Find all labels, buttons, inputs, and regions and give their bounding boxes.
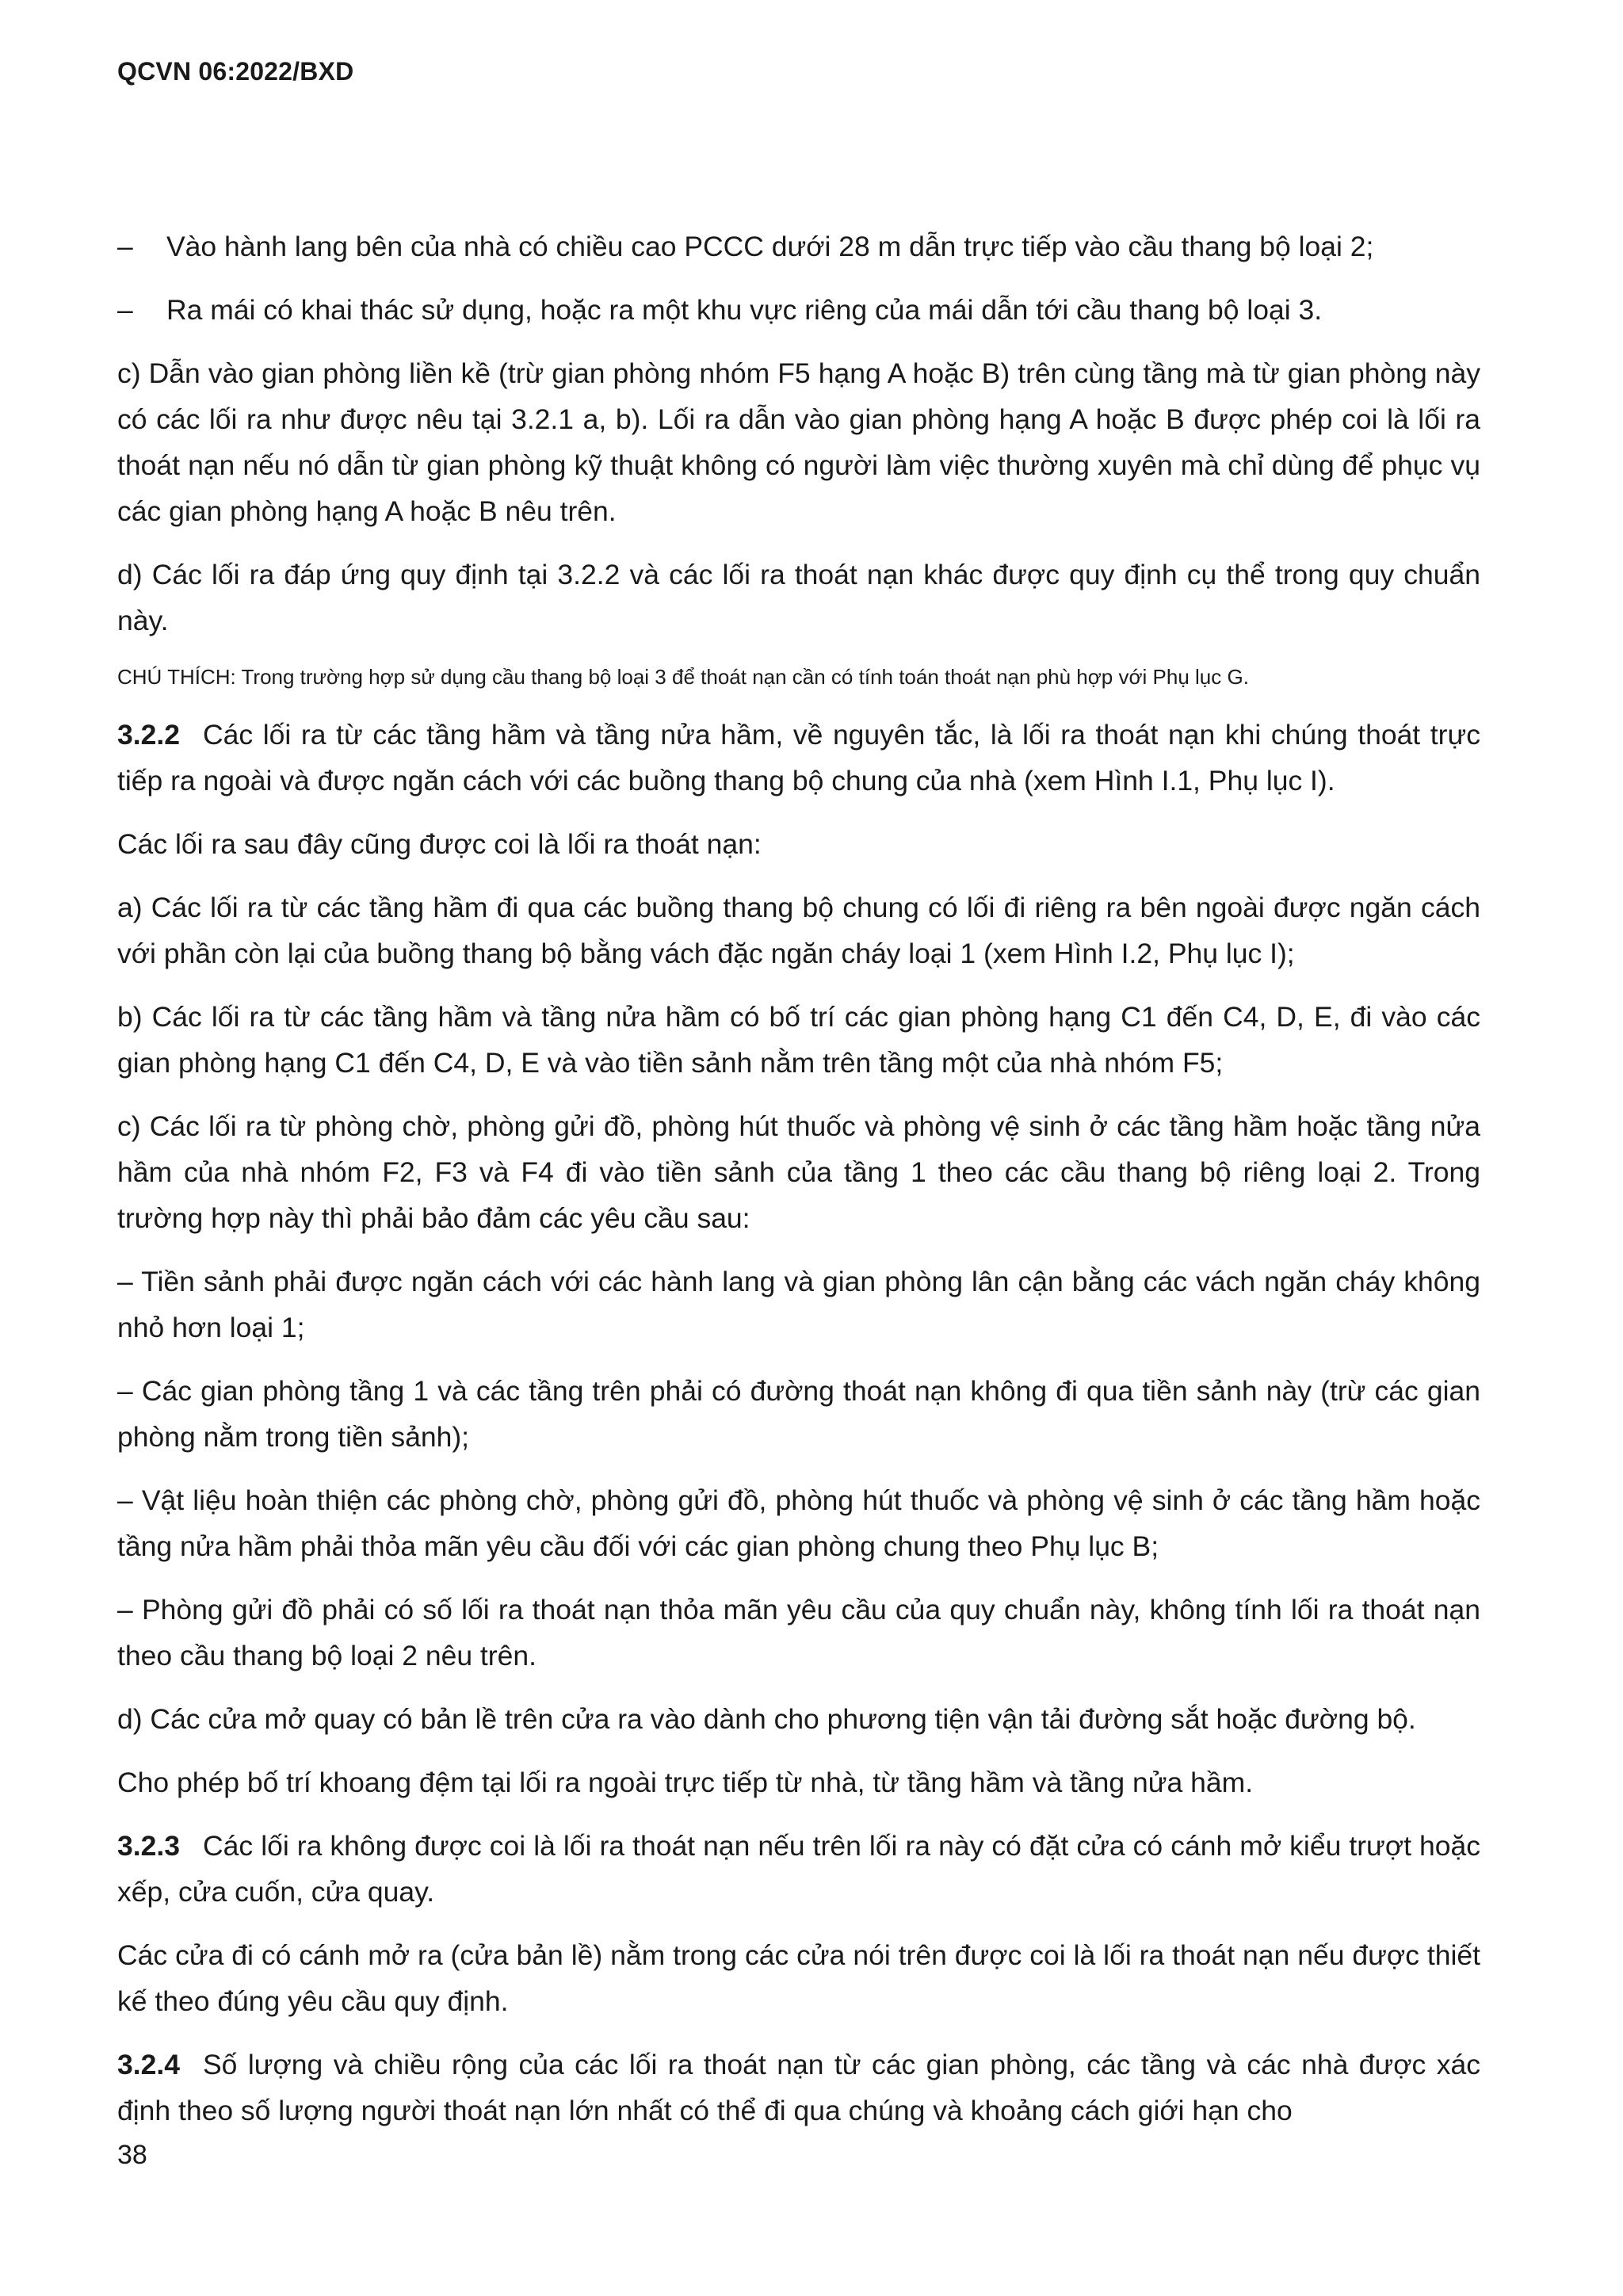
paragraph-c: c) Dẫn vào gian phòng liền kề (trừ gian phòng nhóm F5 hạng A hoặc B) trên cùng tầng mà từ gian phòng này có các lối ra như được nêu tại 3.2.1 a, b). Lối ra dẫn vào gian phòng hạng A hoặc B được phép coi là lối ra thoát nạn nếu nó dẫn từ gian phòng kỹ thuật không có người làm việc thường xuyên mà chỉ dùng để phục vụ các gian phòng hạng A hoặc B nêu trên. <box>117 357 1480 527</box>
section-number: 3.2.4 <box>117 2049 180 2080</box>
paragraph: b) Các lối ra từ các tầng hầm và tầng nửa hầm có bố trí các gian phòng hạng C1 đến C4, D, E, đi vào các gian phòng hạng C1 đến C4, D, E và vào tiền sảnh nằm trên tầng một của nhà nhóm F5; <box>117 1001 1480 1079</box>
section-3-2-4 <box>117 2042 1480 2134</box>
paragraph: Các cửa đi có cánh mở ra (cửa bản lề) nằm trong các cửa nói trên được coi là lối ra thoát nạn nếu được thiết kế theo đúng yêu cầu quy định. <box>117 1939 1480 2017</box>
dash-mark: – <box>117 231 133 262</box>
paragraph: – Phòng gửi đồ phải có số lối ra thoát nạn thỏa mãn yêu cầu của quy chuẩn này, không tính lối ra thoát nạn theo cầu thang bộ loại 2 nêu trên. <box>117 1594 1480 1671</box>
section-text: Số lượng và chiều rộng của các lối ra thoát nạn từ các gian phòng, các tầng và các nhà được xác định theo số lượng người thoát nạn lớn nhất có thể đi qua chúng và khoảng cách giới hạn cho <box>117 2049 1480 2126</box>
section-text: Các lối ra không được coi là lối ra thoát nạn nếu trên lối ra này có đặt cửa có cánh mở kiểu trượt hoặc xếp, cửa cuốn, cửa quay. <box>117 1830 1480 1908</box>
section-3-2-2 <box>117 712 1480 804</box>
dash-item <box>117 223 1480 269</box>
section-number: 3.2.3 <box>117 1830 180 1862</box>
dash-item <box>117 287 1480 333</box>
paragraph: d) Các cửa mở quay có bản lề trên cửa ra vào dành cho phương tiện vận tải đường sắt hoặc đường bộ. <box>117 1703 1416 1735</box>
paragraph: Cho phép bố trí khoang đệm tại lối ra ngoài trực tiếp từ nhà, từ tầng hầm và tầng nửa hầm. <box>117 1767 1254 1798</box>
paragraph: a) Các lối ra từ các tầng hầm đi qua các buồng thang bộ chung có lối đi riêng ra bên ngoài được ngăn cách với phần còn lại của buồng thang bộ bằng vách đặc ngăn cháy loại 1 (xem Hình I.2, Phụ lục I); <box>117 892 1480 969</box>
note-text: CHÚ THÍCH: Trong trường hợp sử dụng cầu thang bộ loại 3 để thoát nạn cần có tính toán thoát nạn phù hợp với Phụ lục G. <box>117 665 1249 689</box>
document-code-header: QCVN 06:2022/BXD <box>117 57 354 86</box>
paragraph: – Các gian phòng tầng 1 và các tầng trên phải có đường thoát nạn không đi qua tiền sảnh này (trừ các gian phòng nằm trong tiền sảnh); <box>117 1375 1480 1453</box>
paragraph-d: d) Các lối ra đáp ứng quy định tại 3.2.2 và các lối ra thoát nạn khác được quy định cụ thể trong quy chuẩn này. <box>117 559 1480 636</box>
dash-item-text: Ra mái có khai thác sử dụng, hoặc ra một khu vực riêng của mái dẫn tới cầu thang bộ loại 3. <box>166 294 1323 326</box>
dash-mark: – <box>117 294 133 326</box>
section-text: Các lối ra từ các tầng hầm và tầng nửa hầm, về nguyên tắc, là lối ra thoát nạn khi chúng thoát trực tiếp ra ngoài và được ngăn cách với các buồng thang bộ chung của nhà (xem Hình I.1, Phụ lục I). <box>117 719 1480 797</box>
section-3-2-3 <box>117 1823 1480 1915</box>
paragraph: c) Các lối ra từ phòng chờ, phòng gửi đồ, phòng hút thuốc và phòng vệ sinh ở các tầng hầm hoặc tầng nửa hầm của nhà nhóm F2, F3 và F4 đi vào tiền sảnh của tầng 1 theo các cầu thang bộ riêng loại 2. Trong trường hợp này thì phải bảo đảm các yêu cầu sau: <box>117 1110 1480 1234</box>
paragraph: – Vật liệu hoàn thiện các phòng chờ, phòng gửi đồ, phòng hút thuốc và phòng vệ sinh ở các tầng hầm hoặc tầng nửa hầm phải thỏa mãn yêu cầu đối với các gian phòng chung theo Phụ lục B; <box>117 1484 1480 1562</box>
paragraph: – Tiền sảnh phải được ngăn cách với các hành lang và gian phòng lân cận bằng các vách ngăn cháy không nhỏ hơn loại 1; <box>117 1266 1480 1343</box>
page-number: 38 <box>117 2140 147 2170</box>
page-body <box>117 223 1480 2151</box>
section-number: 3.2.2 <box>117 719 180 751</box>
dash-item-text: Vào hành lang bên của nhà có chiều cao PCCC dưới 28 m dẫn trực tiếp vào cầu thang bộ loại 2; <box>166 231 1374 262</box>
paragraph: Các lối ra sau đây cũng được coi là lối ra thoát nạn: <box>117 828 762 860</box>
